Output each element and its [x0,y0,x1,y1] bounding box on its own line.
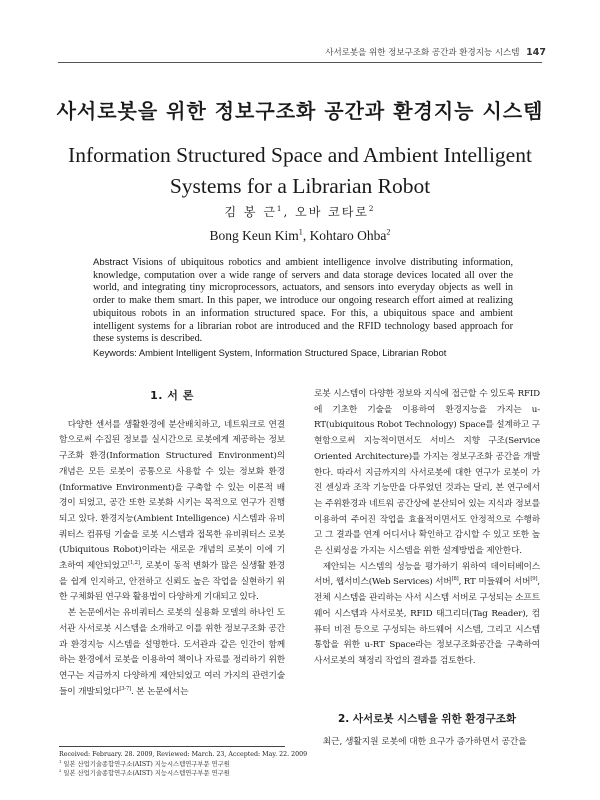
page-number: 147 [526,47,546,58]
left-column [59,388,285,700]
received-dates: Received: February. 28. 2009, Reviewed: March. 23, Accepted: May. 22. 2009 [59,751,308,758]
paragraph-text: 로봇 시스템이 다양한 정보와 지식에 접근할 수 있도록 RFID에 기초한 기술을 이용하여 환경지능을 가지는 u-RT(ubiquitous Robot Technology) Space를 설계하고 구현함으로써 지능적이면서도 서비스 지향 구조(Service Oriented Architecture)를 가지는 정보구조화 공간을 개발한다. 따라서 지금까지의 사서로봇에 대한 연구가 로봇이 가진 센싱과 조작 기능만을 다루었던 것과는 달리, 본 연구에서는 주위환경과 네트워 공간상에 분산되어 있는 지식과 정보를 이용하여 주어진 작업을 효율적이면서도 안정적으로 수행하고 그 결과를 연계 어디서나 확인하고 감시할 수 있고 또한 높은 신뢰성을 가지는 시스템을 위한 설계방법을 제안한다. [314,389,540,557]
citation: [8] [451,576,459,583]
footnote-text: 일본 산업기술종합연구소(AIST) 지능시스템연구부문 연구원 [63,770,230,778]
abstract [93,257,513,346]
citation: [3-7] [119,685,132,692]
citation: [1,2] [128,560,140,567]
running-header [325,46,546,58]
section-2-heading: 2. 사서로봇 시스템을 위한 환경구조화 [337,713,517,725]
author-en-1: Bong Keun Kim [209,228,299,243]
footnote-mark: 1 [59,758,62,764]
paragraph-text: 본 논문에서는 유비쿼터스 로봇의 실용화 모델의 하나인 도서관 사서로봇 시스템을 소개하고 이를 위한 정보구조화 공간과 환경지능 시스템을 설명한다. 도서관과 같은 인간이 함께하는 환경에서 로봇을 이용하여 책이나 자료를 정리하기 위한 연구는 지금까지 다양하게 제안되었고 여러 가지의 관련기술들이 개발되었다 [59,608,285,697]
citation: [9] [530,576,538,583]
author-en-2-affil: 2 [386,227,391,237]
paragraph-text: , 로봇이 동적 변화가 많은 실생활 환경을 쉽게 인지하고, 안전하고 신뢰도 높은 작업을 실현하기 위한 구체화된 연구와 활용법이 다양하게 기대되고 있다. [59,561,285,603]
section-2-text: 최근, 생활지원 로봇에 대한 요구가 증가하면서 공간을 [322,737,527,747]
right-column [314,387,540,670]
section-1-heading: 1. 서 론 [150,389,194,402]
paragraph-text: , RT 미들웨어 서버 [458,577,531,588]
paragraph [314,560,540,670]
title-english-line2: Systems for a Librarian Robot [169,174,431,198]
running-title: 사서로봇을 위한 정보구조화 공간과 환경지능 시스템 [325,48,520,58]
footnote-mark: 2 [59,768,62,774]
authors-english [0,228,600,244]
footnotes [59,750,308,779]
paragraph [59,418,285,606]
author-en-separator: , [302,228,310,243]
paragraph [59,606,285,700]
title-korean: 사서로봇을 위한 정보구조화 공간과 환경지능 시스템 [56,99,544,123]
keywords [93,347,513,358]
keywords-label: Keywords [93,347,135,358]
paragraph-text: 제안되는 시스템의 성능을 평가하기 위하여 데이터베이스 서버, 웹서비스(Web Services) 서버 [314,561,540,588]
author-en-2: Kohtaro Ohba [309,228,387,243]
abstract-text: Visions of ubiquitous robotics and ambient intelligence involve distributing information, knowledge, computation over a wide range of servers and data storage devices located all over the world, and integrating tiny microprocessors, actuators, and sensors into everyday objects as well in order to make them smart. In this paper, we introduce our ongoing research effort aimed at realizing ubiquitous robots in an information structured space. For this, a ubiquitous space and ambient intelligent systems for a librarian robot are introduced and the RFID technology based approach for these systems is described. [93,257,513,345]
paragraph-text: , 전체 시스템을 관리하는 사서 시스템 서버로 구성되는 소프트웨어 시스템과 사서로봇, RFID 태그리더(Tag Reader), 컴퓨터 비전 등으로 구성되는 하드웨어 시스템, 그리고 시스템통합을 위한 u-RT Space라는 정보구조화공간을 구축하여 사서로봇의 책정리 작업의 결과를 검토한다. [314,577,540,666]
footnote-divider [59,746,285,747]
author-ko-1-affil: 1 [276,204,284,213]
header-divider [58,62,542,63]
paragraph-text: 다양한 센서를 생활환경에 분산배치하고, 네트워크로 연결함으로써 수집된 정보를 실시간으로 로봇에게 제공하는 정보구조화 환경(Information Structured Environment)의 개념은 모든 로봇이 공통으로 사용할 수 있는 정보화 환경(Informative Environment)을 구축할 수 있는 이론적 배경이 되었고, 공간 또한 로봇화 시키는 목적으로 연구가 진행되고 있다. 환경지능(Ambient Intelligence) 시스템과 유비쿼터스 컴퓨팅 기술을 로봇 시스템과 접목한 유비쿼터스 로봇(Ubiquitous Robot)이라는 새로운 개념의 로봇이 이에 기초하여 제안되었고 [59,419,285,572]
title-english-line1: Information Structured Space and Ambient Intelligent [68,143,532,167]
footnote-2 [59,769,289,779]
abstract-label: Abstract [93,257,129,268]
paragraph-text: . 본 논문에서는 [131,686,189,697]
title-english [60,140,540,202]
authors-korean [0,203,600,220]
author-en-1-affil: 1 [298,227,303,237]
footnote-1 [59,760,289,770]
author-ko-1: 김 봉 근 [224,205,277,219]
paragraph [314,387,540,560]
author-ko-2-affil: 2 [368,204,376,213]
author-ko-2: 오바 코타로 [295,205,369,219]
footnote-text: 일본 산업기술종합연구소(AIST) 지능시스템연구부문 연구원 [63,760,230,768]
keywords-text: : Ambient Intelligent System, Information Structured Space, Librarian Robot [134,347,447,358]
author-ko-separator: , [283,205,296,219]
